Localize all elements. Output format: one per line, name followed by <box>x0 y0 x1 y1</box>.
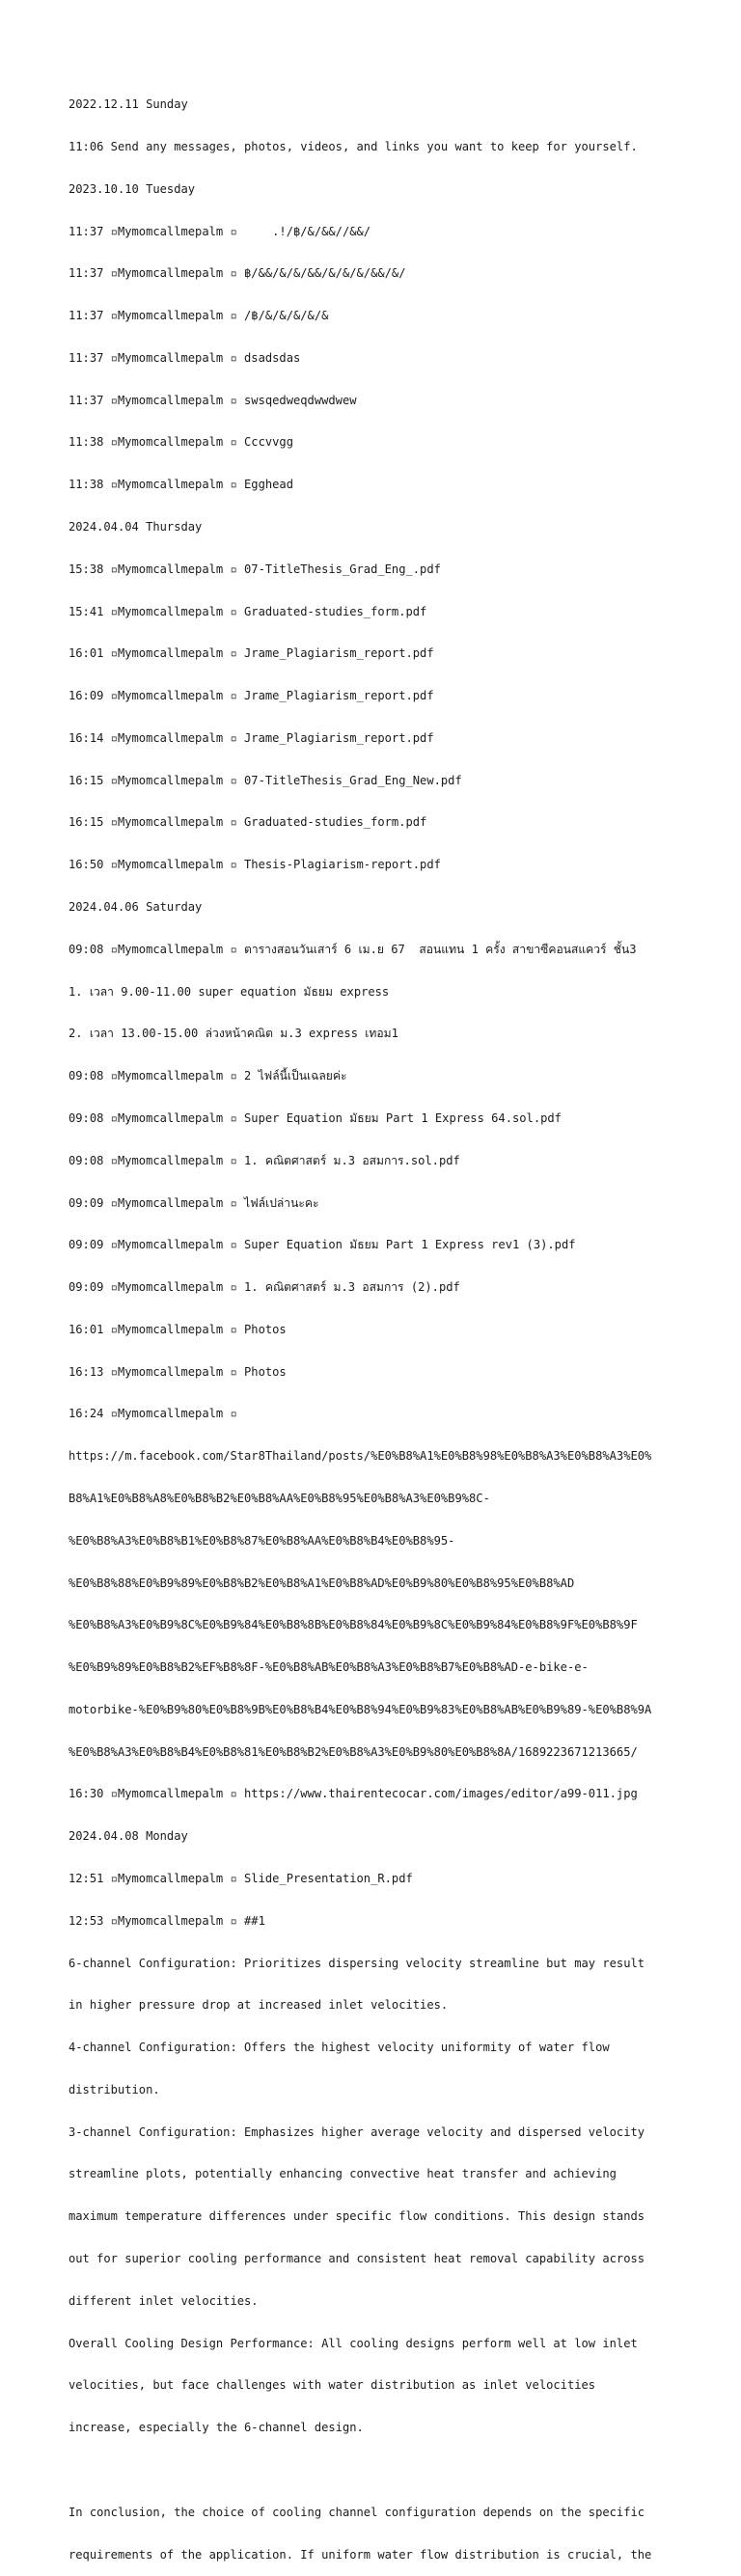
chat-message-file: 16:09 ▫Mymomcallmepalm ▫ Jrame_Plagiarism_report.pdf <box>69 689 434 703</box>
chat-message-file: 09:08 ▫Mymomcallmepalm ▫ 1. คณิตศาสตร์ ม.3 อสมการ.sol.pdf <box>69 1153 460 1167</box>
chat-message-photos: 16:01 ▫Mymomcallmepalm ▫ Photos <box>69 1322 287 1336</box>
blank-line <box>69 2463 686 2478</box>
url-line: %E0%B8%A3%E0%B9%8C%E0%B9%84%E0%B8%8B%E0%B8%84%E0%B9%8C%E0%B9%84%E0%B8%9F%E0%B8%9F <box>69 1618 638 1632</box>
paragraph-line: maximum temperature differences under specific flow conditions. This design stands <box>69 2209 645 2224</box>
chat-message: 09:09 ▫Mymomcallmepalm ▫ ไฟล์เปล่านะคะ <box>69 1195 319 1210</box>
paragraph-line: 6-channel Configuration: Prioritizes dispersing velocity streamline but may result <box>69 1956 645 1970</box>
chat-export-document <box>69 69 686 2576</box>
chat-message: 09:08 ▫Mymomcallmepalm ▫ 2 ไฟล์นี้เป็นเฉลยค่ะ <box>69 1069 347 1083</box>
chat-message-file: 16:15 ▫Mymomcallmepalm ▫ Graduated-studies_form.pdf <box>69 815 427 830</box>
chat-message-link: 16:30 ▫Mymomcallmepalm ▫ https://www.thairentecocar.com/images/editor/a99-011.jpg <box>69 1787 638 1801</box>
chat-message: 11:37 ▫Mymomcallmepalm ▫ swsqedweqdwwdwew <box>69 393 357 407</box>
url-line: B8%A1%E0%B8%A8%E0%B8%B2%E0%B8%AA%E0%B8%95%E0%B8%A3%E0%B9%8C- <box>69 1491 490 1505</box>
chat-message-file: 16:14 ▫Mymomcallmepalm ▫ Jrame_Plagiarism_report.pdf <box>69 730 434 745</box>
url-line: https://m.facebook.com/Star8Thailand/posts/%E0%B8%A1%E0%B8%98%E0%B8%A3%E0%B8%A3%E0% <box>69 1449 652 1464</box>
paragraph-line: in higher pressure drop at increased inlet velocities. <box>69 1998 449 2013</box>
chat-message: 11:37 ▫Mymomcallmepalm ▫ /฿/&/&/&/&/& <box>69 309 329 323</box>
paragraph-line: increase, especially the 6-channel design. <box>69 2421 364 2435</box>
paragraph-line: 3-channel Configuration: Emphasizes higher average velocity and dispersed velocity <box>69 2124 645 2139</box>
chat-message-continuation: 1. เวลา 9.00-11.00 super equation มัธยม express <box>69 984 390 999</box>
url-line: %E0%B8%A3%E0%B8%B4%E0%B8%81%E0%B8%B2%E0%B8%A3%E0%B9%80%E0%B8%8A/1689223671213665/ <box>69 1744 638 1759</box>
chat-message-file: 16:01 ▫Mymomcallmepalm ▫ Jrame_Plagiarism_report.pdf <box>69 646 434 661</box>
date-header: 2023.10.10 Tuesday <box>69 181 196 196</box>
paragraph-line: streamline plots, potentially enhancing convective heat transfer and achieving <box>69 2167 617 2181</box>
paragraph-line: 4-channel Configuration: Offers the highest velocity uniformity of water flow <box>69 2041 610 2055</box>
chat-message-photos: 16:13 ▫Mymomcallmepalm ▫ Photos <box>69 1364 287 1379</box>
chat-message: 11:37 ▫Mymomcallmepalm ▫ dsadsdas <box>69 350 301 365</box>
chat-message: 11:37 ▫Mymomcallmepalm ▫ .!/฿/&/&&//&&/ <box>69 224 371 238</box>
chat-message-file: 12:51 ▫Mymomcallmepalm ▫ Slide_Presentation_R.pdf <box>69 1872 413 1885</box>
chat-message-file: 09:08 ▫Mymomcallmepalm ▫ Super Equation มัธยม Part 1 Express 64.sol.pdf <box>69 1110 562 1125</box>
chat-message: 09:08 ▫Mymomcallmepalm ▫ ตารางสอนวันเสาร์ 6 เม.ย 67 สอนแทน 1 ครั้ง สาขาซีคอนสแควร์ ชั้น3 <box>69 942 637 956</box>
chat-message-file: 09:09 ▫Mymomcallmepalm ▫ 1. คณิตศาสตร์ ม.3 อสมการ (2).pdf <box>69 1280 460 1295</box>
chat-message-continuation: 2. เวลา 13.00-15.00 ล่วงหน้าคณิต ม.3 express เทอม1 <box>69 1027 398 1041</box>
date-header: 2024.04.04 Thursday <box>69 520 203 534</box>
chat-message-file: 09:09 ▫Mymomcallmepalm ▫ Super Equation มัธยม Part 1 Express rev1 (3).pdf <box>69 1238 576 1252</box>
paragraph-line: out for superior cooling performance and consistent heat removal capability across <box>69 2252 645 2266</box>
date-header: 2024.04.06 Saturday <box>69 900 203 915</box>
url-line: motorbike-%E0%B9%80%E0%B8%9B%E0%B8%B4%E0%B8%94%E0%B9%83%E0%B8%AB%E0%B9%89-%E0%B8%9A <box>69 1702 652 1716</box>
url-line: %E0%B8%A3%E0%B8%B1%E0%B8%87%E0%B8%AA%E0%B8%B4%E0%B8%95- <box>69 1533 455 1548</box>
paragraph-line: distribution. <box>69 2082 160 2096</box>
date-header: 2024.04.08 Monday <box>69 1829 188 1844</box>
date-header: 2022.12.11 Sunday <box>69 97 188 112</box>
chat-message: 16:24 ▫Mymomcallmepalm ▫ <box>69 1407 237 1421</box>
chat-message: 11:38 ▫Mymomcallmepalm ▫ Cccvvgg <box>69 435 293 450</box>
chat-message: 12:53 ▫Mymomcallmepalm ▫ ##1 <box>69 1913 265 1928</box>
url-line: %E0%B8%88%E0%B9%89%E0%B8%B2%E0%B8%A1%E0%B8%AD%E0%B9%80%E0%B8%95%E0%B8%AD <box>69 1576 575 1590</box>
chat-message: 11:37 ▫Mymomcallmepalm ▫ ฿/&&/&/&/&&/&/&/&/&&/&/ <box>69 266 406 281</box>
chat-message-file: 15:41 ▫Mymomcallmepalm ▫ Graduated-studies_form.pdf <box>69 604 427 618</box>
paragraph-line: Overall Cooling Design Performance: All cooling designs perform well at low inlet <box>69 2336 638 2350</box>
chat-message-file: 16:15 ▫Mymomcallmepalm ▫ 07-TitleThesis_Grad_Eng_New.pdf <box>69 773 462 787</box>
chat-message-file: 16:50 ▫Mymomcallmepalm ▫ Thesis-Plagiarism-report.pdf <box>69 858 441 872</box>
paragraph-line: In conclusion, the choice of cooling channel configuration depends on the specific <box>69 2505 645 2519</box>
paragraph-line: velocities, but face challenges with water distribution as inlet velocities <box>69 2378 596 2393</box>
paragraph-line: different inlet velocities. <box>69 2293 259 2308</box>
chat-message: 11:06 Send any messages, photos, videos, and links you want to keep for yourself. <box>69 139 638 153</box>
chat-message: 11:38 ▫Mymomcallmepalm ▫ Egghead <box>69 478 293 492</box>
chat-message-file: 15:38 ▫Mymomcallmepalm ▫ 07-TitleThesis_Grad_Eng_.pdf <box>69 562 441 576</box>
paragraph-line: requirements of the application. If uniform water flow distribution is crucial, the <box>69 2547 652 2562</box>
url-line: %E0%B9%89%E0%B8%B2%EF%B8%8F-%E0%B8%AB%E0%B8%A3%E0%B8%B7%E0%B8%AD-e-bike-e- <box>69 1660 589 1675</box>
